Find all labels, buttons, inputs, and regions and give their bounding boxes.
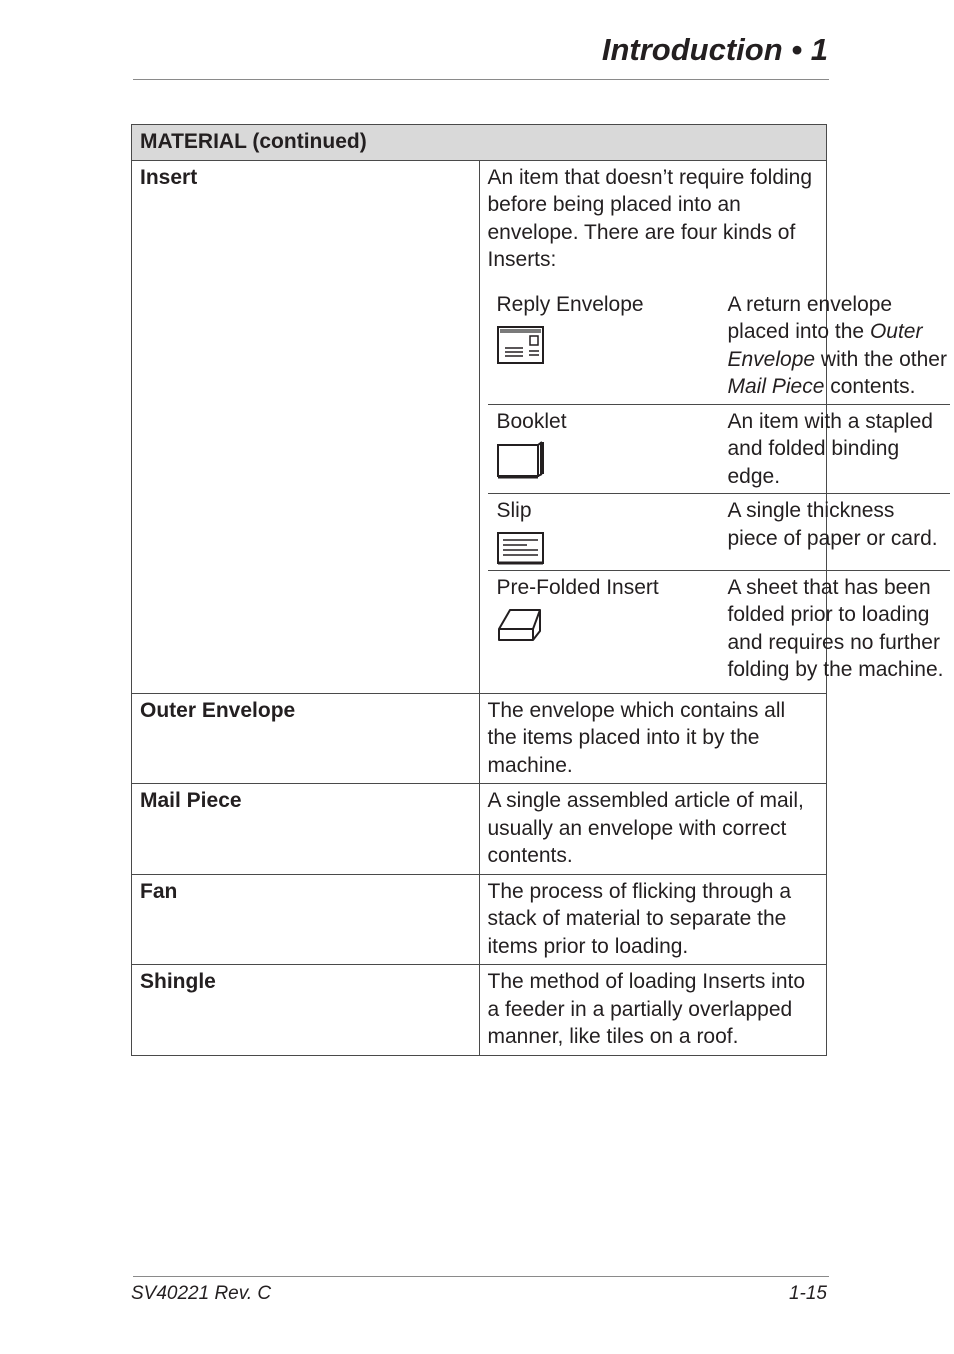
table-row: [132, 965, 827, 1056]
table-heading: MATERIAL (continued): [132, 125, 827, 161]
table-row: [132, 693, 827, 784]
reply-envelope-icon: [497, 324, 545, 366]
insert-kind-desc: An item with a stapled and folded binding edge.: [719, 404, 950, 494]
definition-mail-piece: A single assembled article of mail, usually an envelope with correct contents.: [479, 784, 827, 875]
table-heading-row: [132, 125, 827, 161]
insert-kind-desc: A return envelope placed into the Outer Envelope with the other Mail Piece contents.: [727, 292, 947, 398]
footer-page-number: 1-15: [788, 1283, 827, 1304]
insert-kind-desc: A single thickness piece of paper or card.: [719, 494, 950, 571]
page-header-title: Introduction • 1: [601, 32, 828, 67]
table-row-insert: [132, 160, 827, 693]
insert-intro-text: An item that doesn’t require folding before being placed into an envelope. There are four kinds of Inserts:: [487, 165, 813, 271]
table-row: [132, 874, 827, 965]
insert-kind-name-cell: [488, 288, 719, 405]
insert-kind-name: Reply Envelope: [496, 292, 644, 316]
insert-kind-name: Pre-Folded Insert: [496, 575, 659, 599]
header-divider: [133, 79, 829, 80]
insert-kind-name-cell: [488, 404, 719, 494]
definition-outer-envelope: The envelope which contains all the items placed into it by the machine.: [479, 693, 827, 784]
insert-kind-row: [488, 288, 950, 405]
footer-divider: [133, 1276, 829, 1277]
slip-icon: [497, 531, 545, 567]
material-glossary-table: [131, 124, 947, 1056]
booklet-icon: [497, 441, 545, 481]
term-insert: Insert: [132, 160, 480, 693]
pre-folded-insert-icon: [497, 607, 545, 647]
term-fan: Fan: [132, 874, 480, 965]
insert-kinds-table: [488, 288, 950, 687]
term-outer-envelope: Outer Envelope: [132, 693, 480, 784]
definition-insert: [479, 160, 947, 693]
insert-kind-name-cell: [488, 494, 719, 571]
insert-kind-name: Slip: [496, 499, 532, 522]
insert-kind-row: [488, 494, 950, 571]
term-mail-piece: Mail Piece: [132, 784, 480, 875]
term-shingle: Shingle: [132, 965, 480, 1056]
definition-fan: The process of flicking through a stack of material to separate the items prior to loading.: [479, 874, 827, 965]
footer-document-id: SV40221 Rev. C: [131, 1283, 272, 1304]
insert-kind-row: [488, 570, 950, 687]
insert-kind-name-cell: [488, 570, 719, 687]
insert-kind-row: [488, 404, 950, 494]
insert-kind-desc: A sheet that has been folded prior to loading and requires no further folding by the machine.: [719, 570, 950, 687]
insert-kind-name: Booklet: [496, 409, 567, 433]
definition-shingle: The method of loading Inserts into a feeder in a partially overlapped manner, like tiles on a roof.: [479, 965, 827, 1056]
table-row: [132, 784, 827, 875]
